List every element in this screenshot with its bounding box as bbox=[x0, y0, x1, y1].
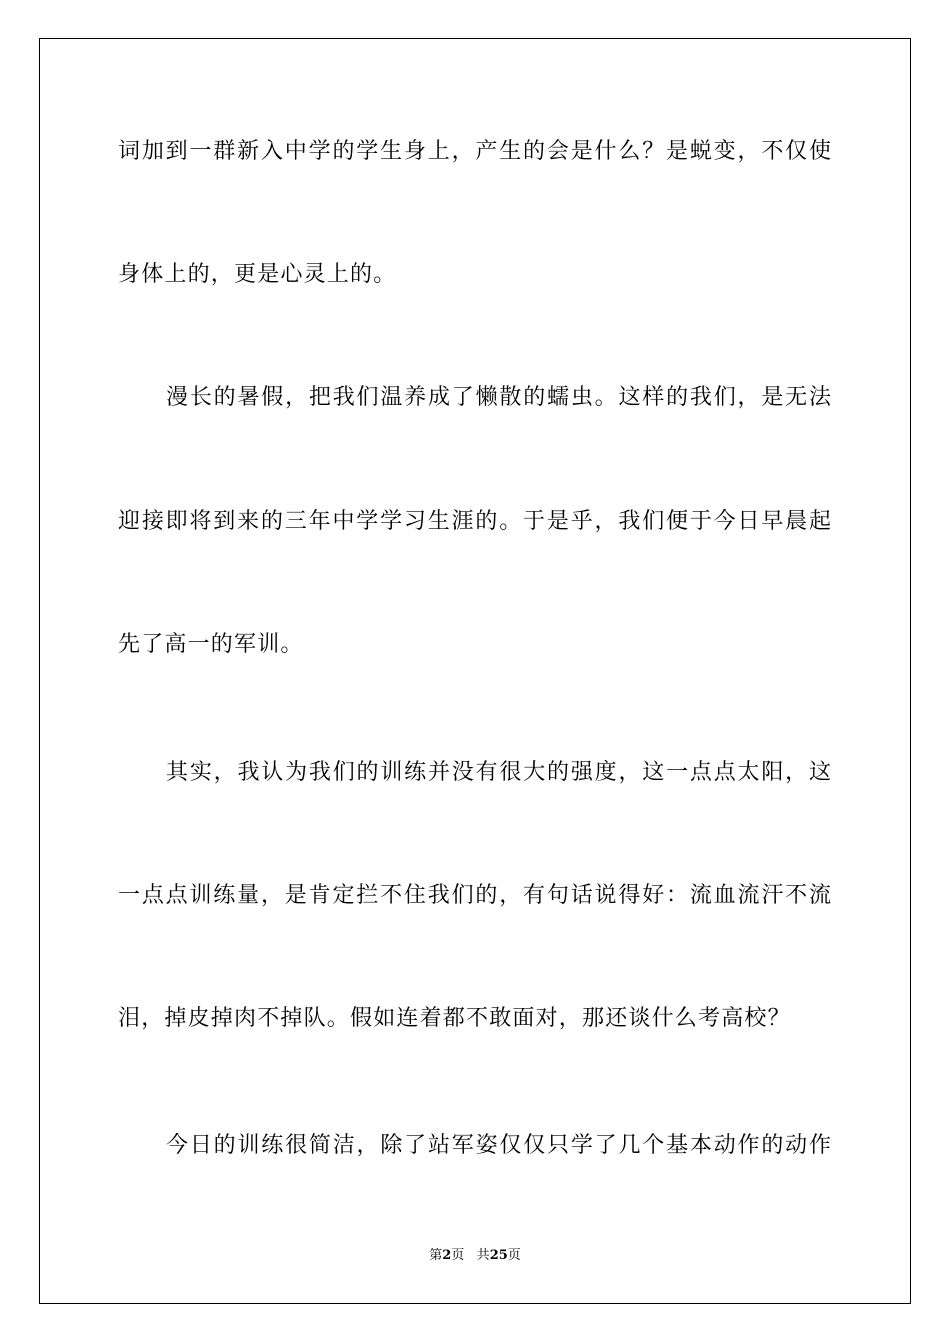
current-page-number: 2 bbox=[442, 1248, 452, 1263]
text-line-1: 词加到一群新入中学的学生身上，产生的会是什么？是蜕变，不仅使 bbox=[118, 139, 831, 164]
text-line-7: 一点点训练量，是肯定拦不住我们的，有句话说得好：流血流汗不流 bbox=[118, 883, 831, 908]
footer-prefix: 第 bbox=[429, 1248, 443, 1263]
text-line-4: 迎接即将到来的三年中学学习生涯的。于是乎，我们便于今日早晨起 bbox=[118, 509, 831, 534]
text-line-9: 今日的训练很简洁，除了站军姿仅仅只学了几个基本动作的动作 bbox=[166, 1133, 831, 1158]
text-line-8: 泪，掉皮掉肉不掉队。假如连着都不敢面对，那还谈什么考高校？ bbox=[118, 1006, 791, 1031]
page-border bbox=[39, 38, 911, 1304]
footer-total-suffix: 页 bbox=[507, 1248, 521, 1263]
text-line-3: 漫长的暑假，把我们温养成了懒散的蠕虫。这样的我们，是无法 bbox=[166, 385, 831, 410]
text-line-2: 身体上的，更是心灵上的。 bbox=[118, 262, 397, 287]
total-page-count: 25 bbox=[489, 1248, 508, 1263]
footer-page-suffix: 页 bbox=[451, 1248, 465, 1263]
text-line-5: 先了高一的军训。 bbox=[118, 632, 304, 657]
page-footer bbox=[0, 1248, 950, 1264]
footer-total-prefix: 共 bbox=[476, 1248, 490, 1263]
text-line-6: 其实，我认为我们的训练并没有很大的强度，这一点点太阳，这 bbox=[166, 760, 831, 785]
